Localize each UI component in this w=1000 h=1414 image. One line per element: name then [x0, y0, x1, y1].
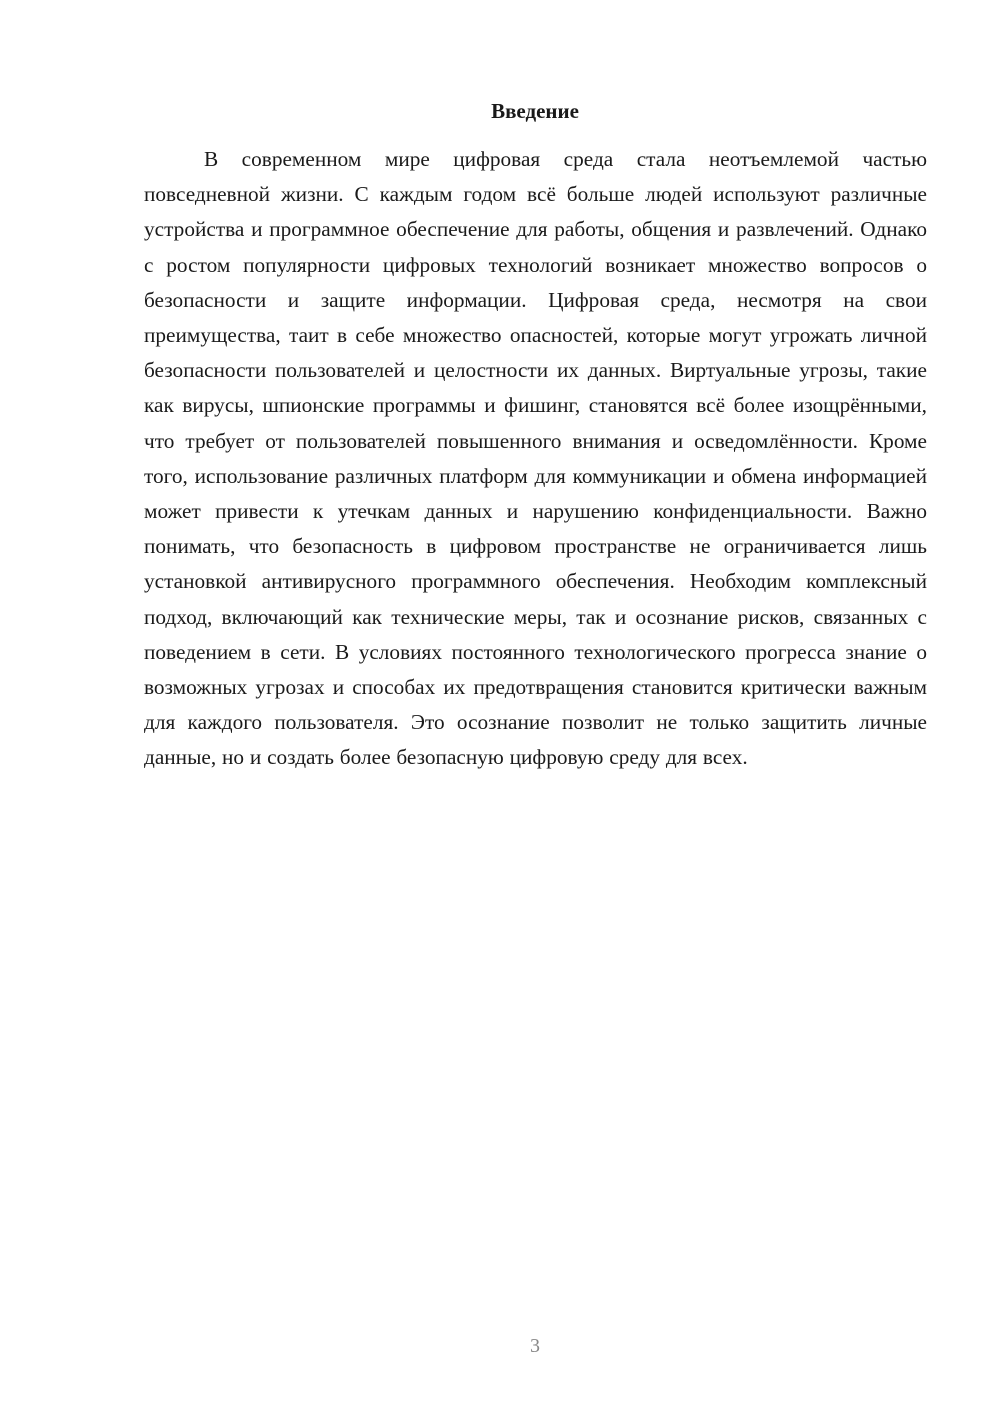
page-number: 3	[530, 1335, 540, 1357]
introduction-paragraph: В современном мире цифровая среда стала неотъемлемой частью повседневной жизни. С каждым годом всё больше людей используют различные устройства и программное обеспечение для работы, общения и развлечений. Однако с ростом популярности цифровых технологий возникает множество вопросов о безопасности и защите информации. Цифровая среда, несмотря на свои преимущества, таит в себе множество опасностей, которые могут угрожать личной безопасности пользователей и целостности их данных. Виртуальные угрозы, такие как вирусы, шпионские программы и фишинг, становятся всё более изощрёнными, что требует от пользователей повышенного внимания и осведомлённости. Кроме того, использование различных платформ для коммуникации и обмена информацией может привести к утечкам данных и нарушению конфиденциальности. Важно понимать, что безопасность в цифровом пространстве не ограничивается лишь установкой антивирусного программного обеспечения. Необходим комплексный подход, включающий как технические меры, так и осознание рисков, связанных с поведением в сети. В условиях постоянного технологического прогресса знание о возможных угрозах и способах их предотвращения становится критически важным для каждого пользователя. Это осознание позволит не только защитить личные данные, но и создать более безопасную цифровую среду для всех.	[144, 147, 927, 770]
page-title: Введение	[491, 99, 579, 123]
